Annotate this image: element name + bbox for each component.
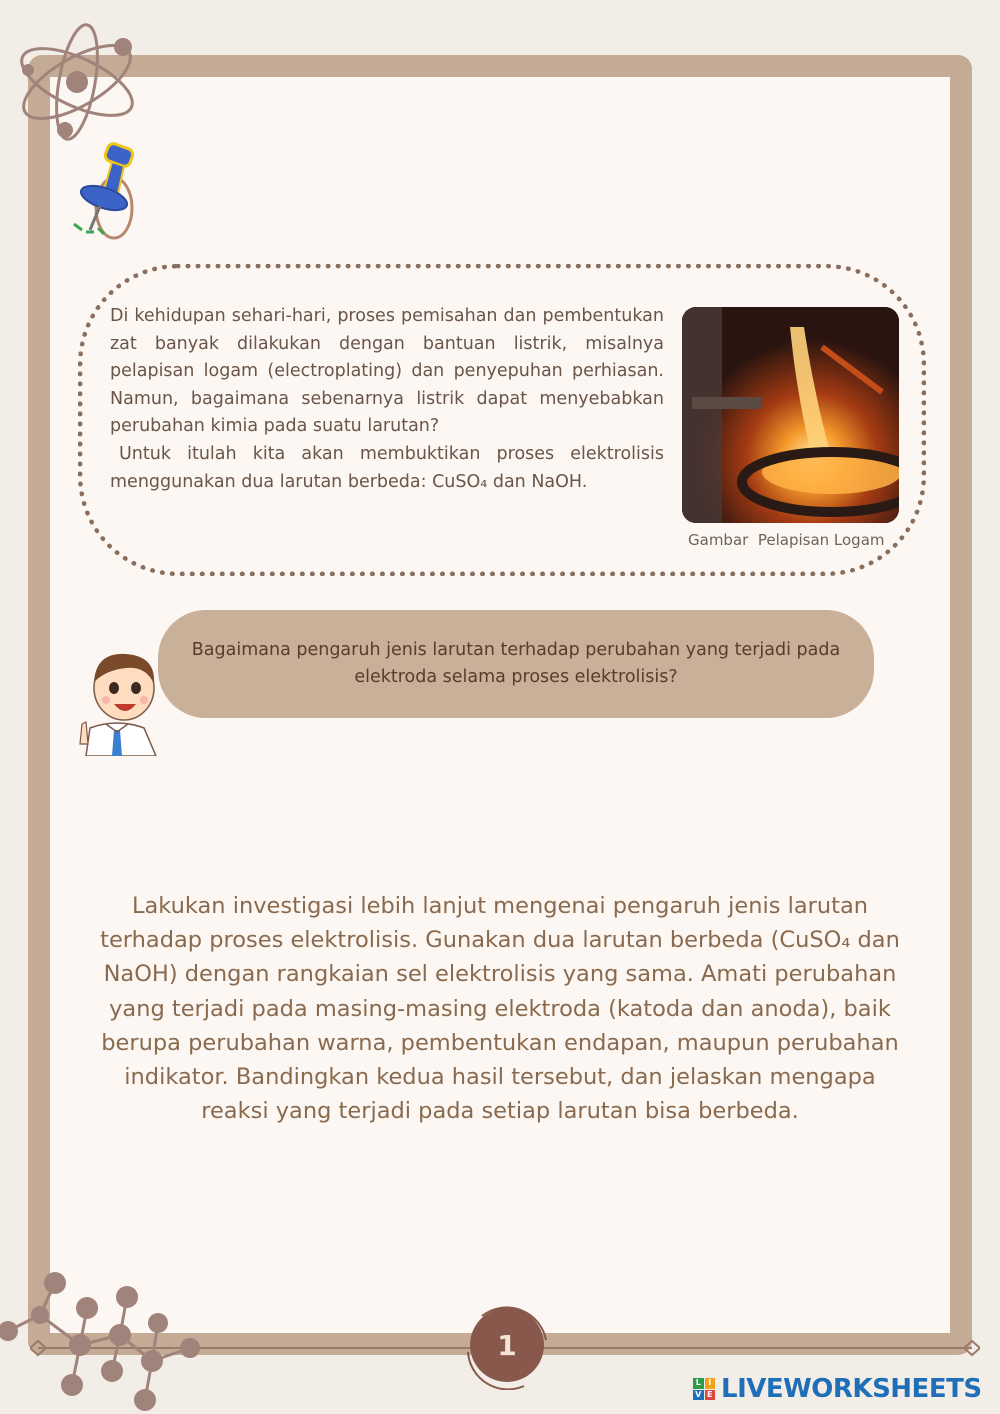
investigation-task: Lakukan investigasi lebih lanjut mengenai pengaruh jenis larutan terhadap proses elektrolisis. Gunakan dua larutan berbeda (CuSO₄ dan NaOH) dengan rangkaian sel elektrolisis yang sama. Amati perubahan yang terjadi pada masing-masing elektroda (katoda dan anoda), baik berupa perubahan warna, pembentukan endapan, maupun perubahan indikator. Bandingkan kedua hasil tersebut, dan jelaskan mengapa reaksi yang terjadi pada setiap larutan bisa berbeda. (100, 893, 900, 1125)
brand-name: LIVEWORKSHEETS (721, 1374, 982, 1404)
liveworksheets-brand[interactable] (693, 1373, 982, 1405)
atom-icon (10, 20, 145, 145)
intro-paragraph-2: Untuk itulah kita akan membuktikan proses elektrolisis menggunakan dua larutan berbeda: CuSO₄ dan NaOH. (110, 443, 664, 492)
liveworksheets-logo-icon: L I V E (693, 1378, 715, 1400)
image-caption: Gambar Pelapisan Logam (688, 531, 885, 549)
guiding-question-box (158, 610, 874, 718)
molecule-decoration-icon (0, 1265, 210, 1414)
intro-paragraph-1: Di kehidupan sehari-hari, proses pemisahan dan pembentukan zat banyak dilakukan dengan bantuan listrik, misalnya pelapisan logam (electroplating) dan penyepuhan perhiasan. Namun, bagaimana sebenarnya listrik dapat menyebabkan perubahan kimia pada suatu larutan? (110, 306, 664, 437)
page-number: 1 (470, 1308, 544, 1382)
teacher-avatar (76, 648, 158, 756)
metal-plating-photo (682, 307, 899, 523)
page-number-badge (462, 1300, 552, 1390)
guiding-question: Bagaimana pengaruh jenis larutan terhadap perubahan yang terjadi pada elektroda selama proses elektrolisis? (191, 640, 841, 687)
push-pin-icon (68, 140, 143, 245)
intro-text (110, 303, 664, 496)
